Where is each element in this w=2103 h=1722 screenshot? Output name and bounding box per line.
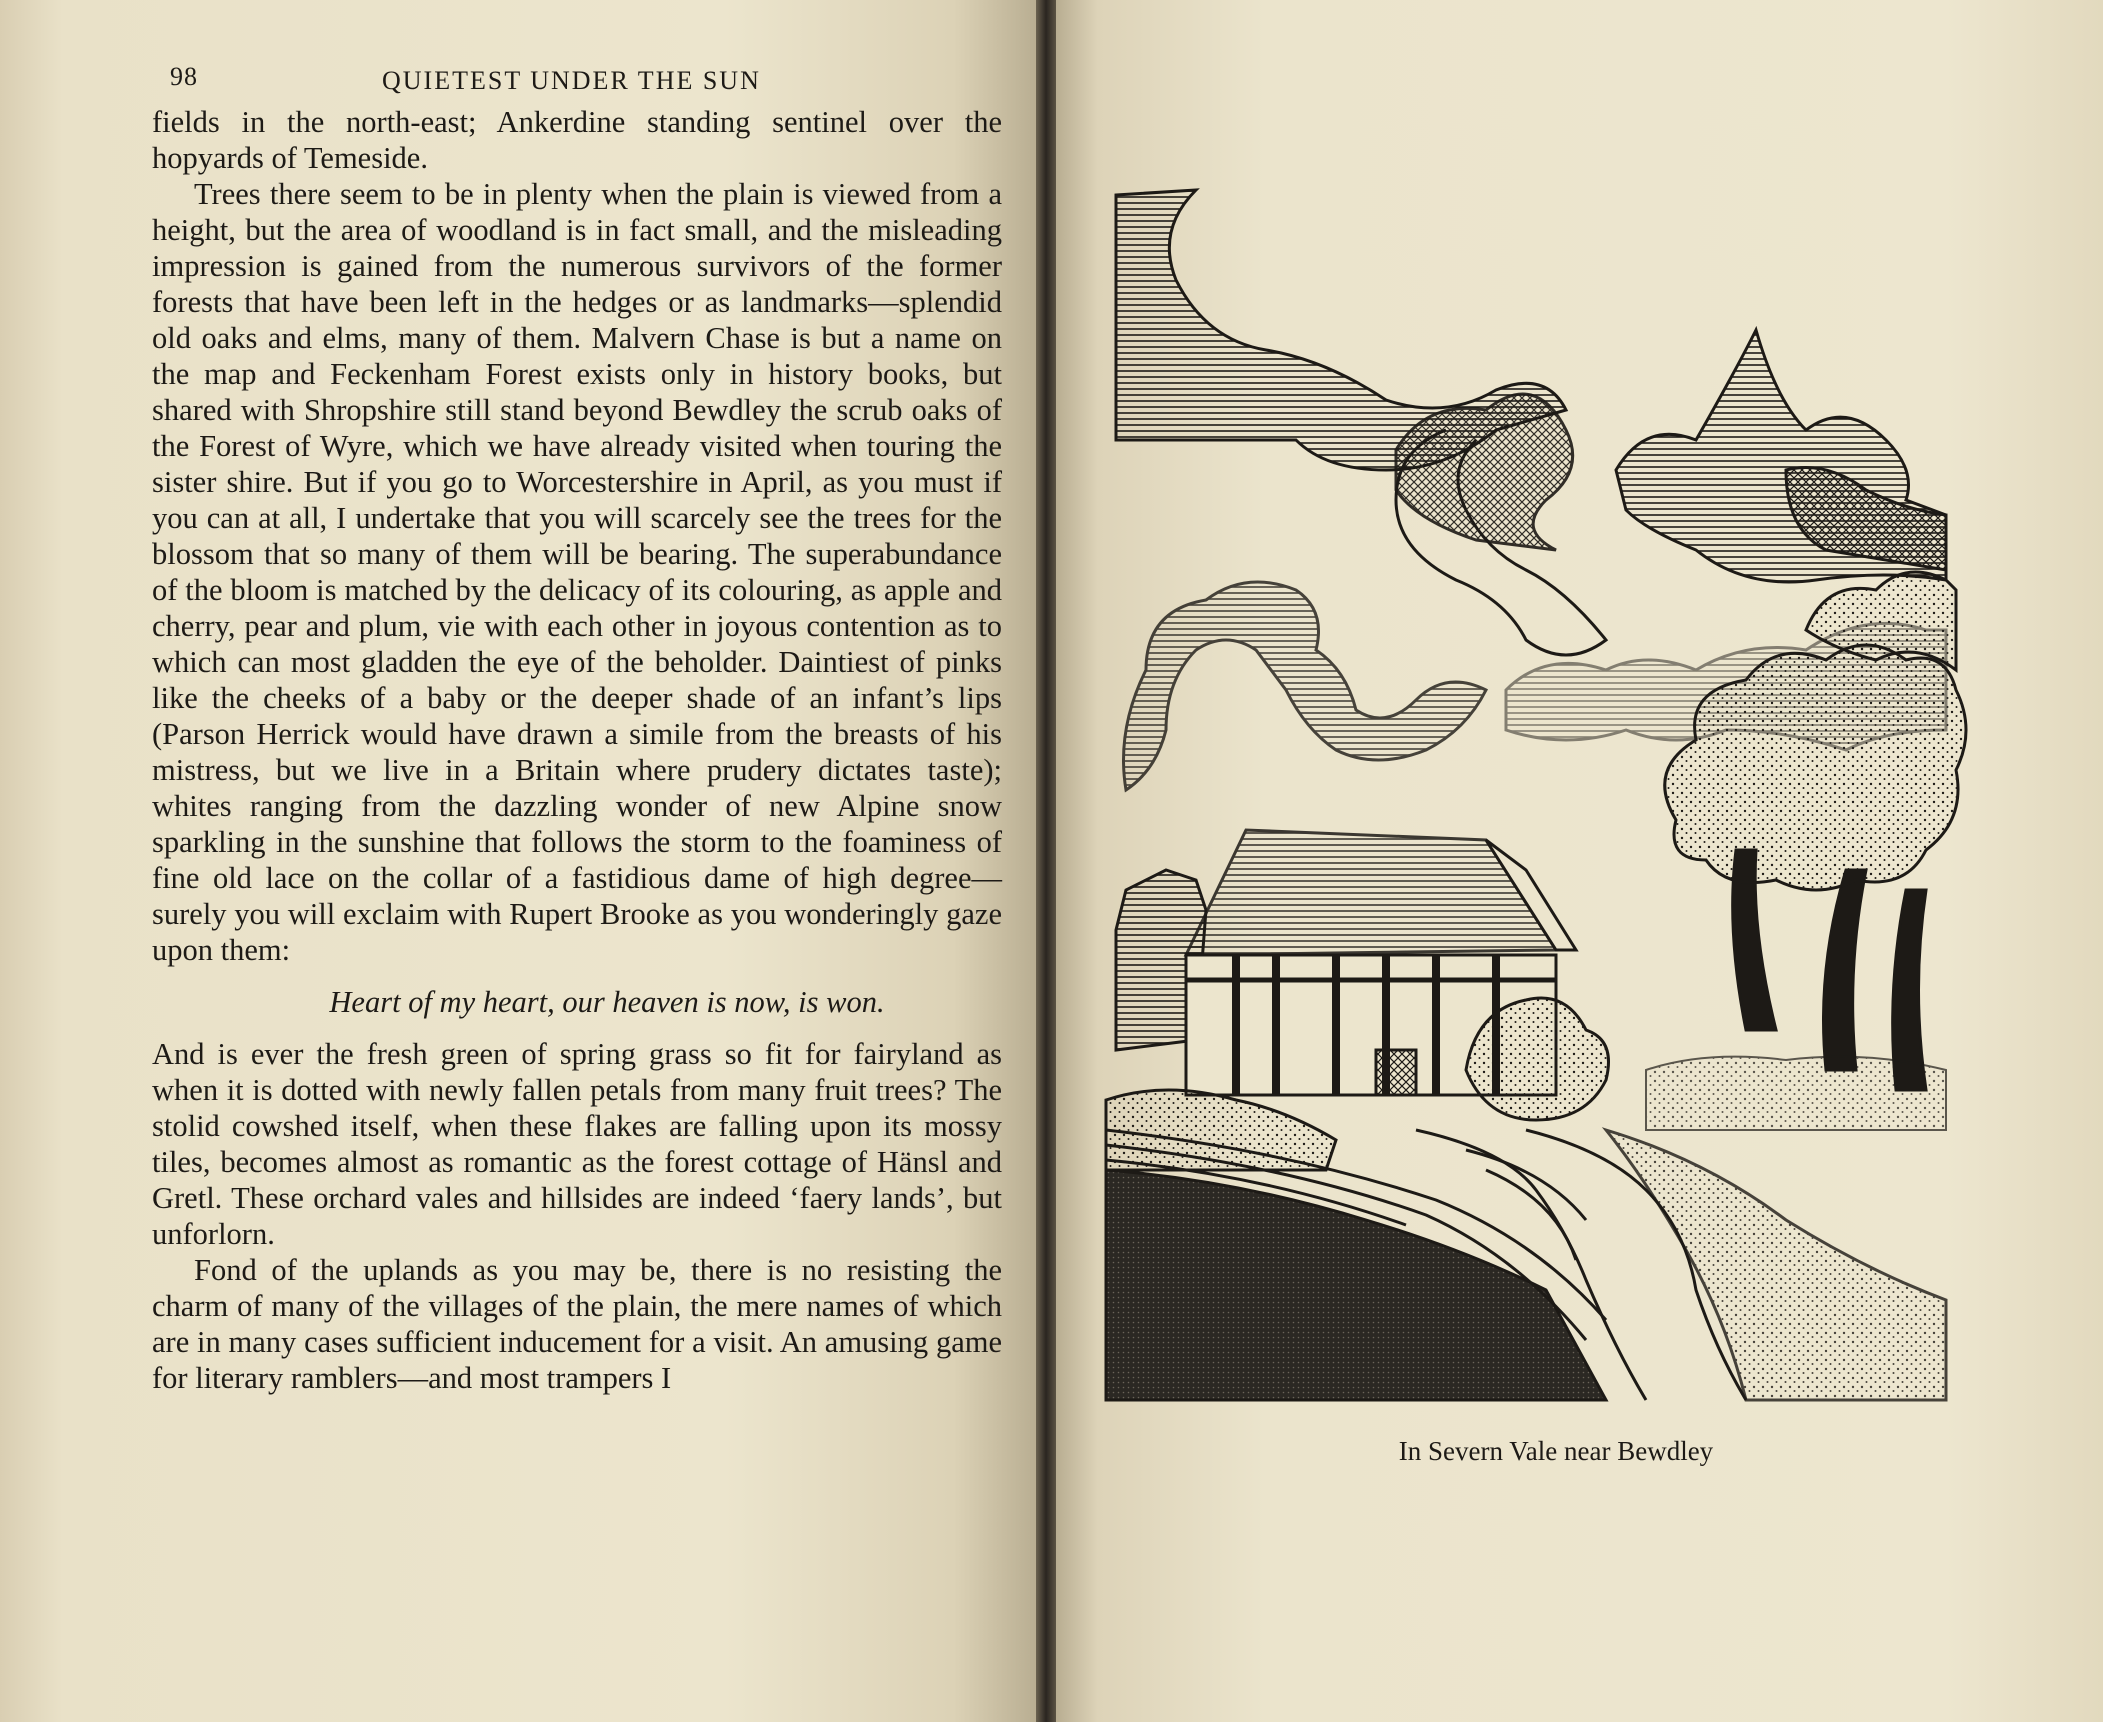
paragraph: Trees there seem to be in plenty when the plain is viewed from a height, but the area of woodland is in fact small, and the misleading impression is gained from the numerous survivors of the former forests that have been left in the hedges or as landmarks—splendid old oaks and elms, many of them. Malvern Chase is but a name on the map and Feckenham Forest exists only in history books, but shared with Shropshire still stand beyond Bewdley the scrub oaks of the Forest of Wyre, which we have already visited when touring the sister shire. But if you go to Worcestershire in April, as you must if you can at all, I undertake that you will scarcely see the trees for the blossom that so many of them will be bearing. The superabundance of the bloom is matched by the delicacy of its colouring, as apple and cherry, pear and plum, vie with each other in joyous contention as to which can most gladden the eye of the beholder. Daintiest of pinks like the cheeks of a baby or the deeper shade of an infant’s lips (Parson Herrick would have drawn a simile from the breasts of his mistress, but we live in a Britain where prudery dictates taste); whites ranging from the dazzling wonder of new Alpine snow sparkling in the sunshine that follows the storm to the foaminess of fine old lace on the collar of a fastidious dame of high degree—surely you will exclaim with Rupert Brooke as you wonderingly gaze upon them:	[152, 177, 1002, 967]
left-page	[0, 0, 1036, 1722]
body-text	[152, 104, 1002, 1396]
verse-quotation: Heart of my heart, our heaven is now, is won.	[329, 985, 885, 1019]
right-page	[1056, 0, 2103, 1722]
illustration-severn-vale	[1086, 170, 1986, 1420]
distant-hills	[1646, 1057, 1946, 1130]
book-gutter	[1036, 0, 1056, 1722]
paragraph: And is ever the fresh green of spring grass so fit for fairyland as when it is dotted with newly fallen petals from many fruit trees? The stolid cowshed itself, when these flakes are falling upon its mossy tiles, becomes almost as romantic as the forest cottage of Hänsl and Gretl. These orchard vales and hillsides are indeed ‘faery lands’, but unforlorn.	[152, 1037, 1002, 1251]
paragraph: Fond of the uplands as you may be, there is no resisting the charm of many of the villages of the plain, the mere names of which are in many cases sufficient inducement for a visit. An amusing game for literary ramblers—and most trampers I	[152, 1253, 1002, 1395]
page-number: 98	[170, 62, 198, 91]
running-head	[170, 62, 1000, 102]
illustration-caption: In Severn Vale near Bewdley	[1398, 1436, 1714, 1466]
paragraph: fields in the north-east; Ankerdine standing sentinel over the hopyards of Temeside.	[152, 105, 1002, 175]
running-title: QUIETEST UNDER THE SUN	[382, 66, 761, 95]
